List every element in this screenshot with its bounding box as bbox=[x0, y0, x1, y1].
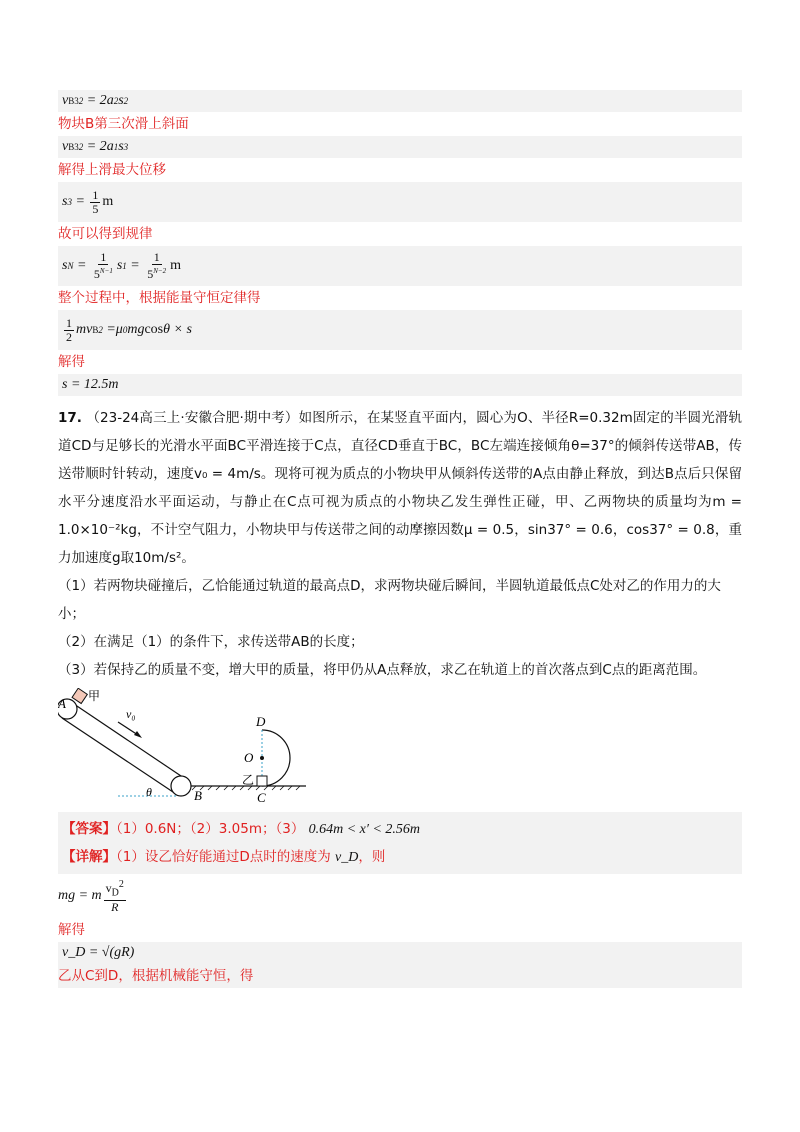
text-line: 物块B第三次滑上斜面 bbox=[58, 116, 189, 132]
label-theta: θ bbox=[146, 785, 152, 799]
label-v0: v₀ bbox=[126, 707, 136, 721]
answer-3-range: 0.64m < x′ < 2.56m bbox=[308, 822, 421, 837]
answer-3: （3） bbox=[275, 821, 305, 837]
velocity-arrow bbox=[118, 722, 138, 735]
text-line: 乙从C到D，根据机械能守恒，得 bbox=[58, 964, 742, 988]
belt-bottom-edge bbox=[62, 718, 176, 794]
detail-math-vd: v_D bbox=[335, 850, 359, 865]
equation-vb3-a2s2: v B3 2 = 2 a 2 s 2 bbox=[58, 90, 742, 112]
equation-s3: s 3 = $\frac{1}{5}$ m bbox=[58, 182, 742, 222]
equation-text: v_D = √(gR) bbox=[62, 945, 135, 960]
text-line: 解得 bbox=[58, 922, 85, 938]
label-o: O bbox=[244, 750, 254, 765]
equation-vb3-a1s3: v B3 2 = 2 a 1 s 3 bbox=[58, 136, 742, 158]
answer-line bbox=[62, 818, 738, 840]
text-line: 解得上滑最大位移 bbox=[58, 162, 166, 178]
equation-sn: s N = $\frac{1}{5^{N-1}}$ s 1 = $\frac{1}{5^{N-2}}$ m bbox=[58, 246, 742, 286]
detail-line bbox=[62, 846, 738, 868]
detail-text-end: ，则 bbox=[358, 849, 386, 865]
text-line: 解得 bbox=[58, 354, 85, 370]
answer-2: （2）3.05m； bbox=[189, 821, 276, 837]
label-yi: 乙 bbox=[242, 773, 255, 787]
page-content bbox=[58, 90, 742, 988]
question-2: （2）在满足（1）的条件下，求传送带AB的长度； bbox=[58, 634, 364, 650]
question-3: （3）若保持乙的质量不变，增大甲的质量，将甲仍从A点释放，求乙在轨道上的首次落点到C点的距离范围。 bbox=[58, 662, 707, 678]
answer-box bbox=[58, 812, 742, 874]
detail-tag: 【详解】 bbox=[62, 849, 116, 865]
block-jia bbox=[72, 688, 87, 703]
equation-vd bbox=[58, 942, 742, 964]
center-o bbox=[260, 756, 264, 760]
label-b: B bbox=[194, 788, 202, 803]
equation-s-result bbox=[58, 374, 742, 396]
arrow-head bbox=[134, 731, 142, 738]
block-yi bbox=[257, 776, 267, 786]
problem-source: （23-24高三上·安徽合肥·期中考） bbox=[86, 410, 299, 426]
label-jia: 甲 bbox=[88, 689, 101, 703]
problem-17 bbox=[58, 404, 742, 572]
equation-energy: $\frac{1}{2}$ mv B 2 = μ 0 mg cos θ × s bbox=[58, 310, 742, 350]
physics-figure bbox=[58, 688, 742, 806]
detail-text: （1）设乙恰好能通过D点时的速度为 bbox=[116, 849, 331, 865]
text-line: 整个过程中，根据能量守恒定律得 bbox=[58, 290, 261, 306]
label-c: C bbox=[257, 790, 266, 805]
pulley-b bbox=[171, 776, 191, 796]
label-a: A bbox=[58, 696, 66, 711]
conveyor-diagram bbox=[58, 688, 318, 806]
equation-text: s = 12.5m bbox=[62, 377, 119, 392]
label-d: D bbox=[256, 714, 266, 729]
equation-centripetal: mg = m $\frac{v_D^2}{R}$ bbox=[58, 879, 124, 914]
text-line: 故可以得到规律 bbox=[58, 226, 153, 242]
problem-number: 17. bbox=[58, 410, 82, 426]
answer-1: （1）0.6N； bbox=[116, 821, 190, 837]
question-1: （1）若两物块碰撞后，乙恰能通过轨道的最高点D，求两物块碰后瞬间，半圆轨道最低点C处对乙的作用力的大小； bbox=[58, 578, 721, 622]
problem-body: 如图所示，在某竖直平面内，圆心为O、半径R=0.32m固定的半圆光滑轨道CD与足够长的光滑水平面BC平滑连接于C点，直径CD垂直于BC，BC左端连接倾角θ=37°的倾斜传送带AB，传送带顺时针转动，速度v₀ = 4m/s。现将可视为质点的小物块甲从倾斜传送带的A点由静止释放，到达B点后只保留水平分速度沿水平面运动，与静止在C点可视为质点的小物块乙发生弹性正碰，甲、乙两物块的质量均为m = 1.0×10⁻²kg，不计空气阻力，小物块甲与传送带之间的动摩擦因数μ = 0.5，sin37° = 0.6，cos37° = 0.8，重力加速度g取10m/s²。 bbox=[58, 410, 743, 566]
answer-tag: 【答案】 bbox=[62, 821, 116, 837]
